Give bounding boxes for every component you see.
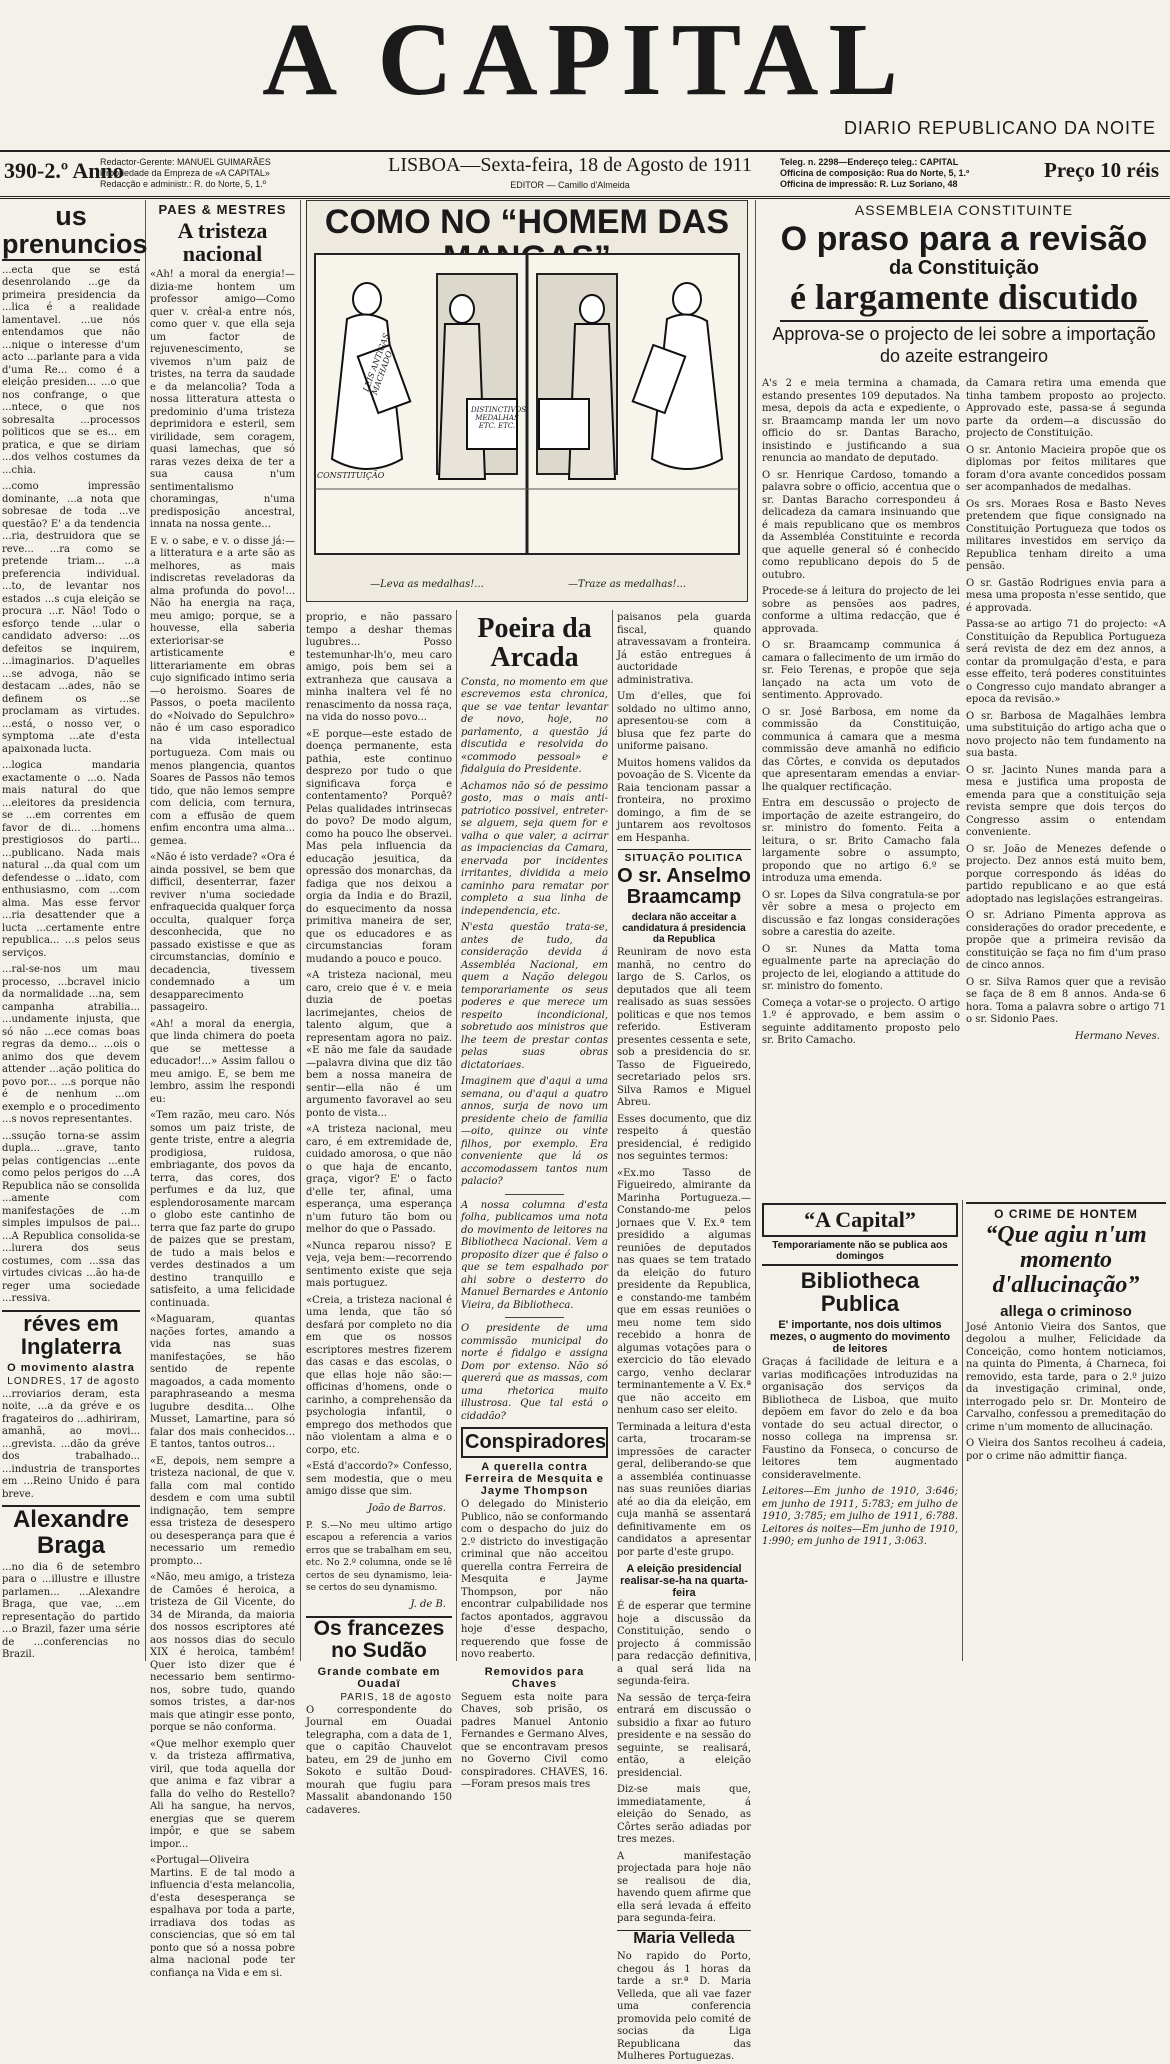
notice-text: Temporariamente não se publica aos domingos [772, 1240, 948, 1262]
signature: Hermano Neves. [1074, 1030, 1160, 1042]
headline-velleda: Maria Velleda [617, 1930, 751, 1948]
paragraph: Os srs. Moraes Rosa e Basto Neves pretendem que fique consignado na Constituição Portugueza que todos os militares investidos em serviço da Republica tenham direito a uma pensão. [966, 498, 1166, 572]
paragraph: N'esta questão trata-se, antes de tudo, da consideração devida á Assembléa Nacional, em quem a Nação delegou temporariamente os seus poderes e que merece um respeito incondicional, sobretudo aos ministros que lhe teem de prestar contas pelas suas obras dictatoriaes. [461, 922, 608, 1071]
paragraph: «Portugal—Oliveira Martins. E de tal modo a influencia d'esta melancolia, d'esta desesperança se espalhava por toda a parte, irradiava dos todas as consciencias, que só em tal ponto que só a nossa pobre alma nacional pode ter confiança na Vida e em si. [150, 1855, 295, 1979]
editor-line: Propriedade da Empreza de «A CAPITAL» [100, 168, 270, 178]
issue-number: 390-2.º Anno [4, 158, 124, 183]
headline-tristeza: A tristeza nacional [177, 218, 268, 267]
paragraph: ...logica mandaria exactamente o ...o. Nada mais natural do que ...eleitores da presidencia se ...em correntes em favor de di... ...homens prestigiosos do parti... ...publicano. Nada mais natural ...da qual com um defendesse o ...idato, com enthusiasmo, com ...com alma. Mas esse fervor ...ria desattender que a lucta ...certamente entre republica... ...s pelos seus serviços. [2, 760, 140, 959]
paragraph: proprio, e não passaro tempo a deshar themas lugubres... Posso testemunhar-lh'o, meu caro amigo, pois bem sei a extranheza que causava a minha inaltera vel fé no renascimento da nossa raça, na vida do nosso povo... [306, 612, 452, 723]
paragraph: O sr. Braamcamp communica á camara o fallecimento de um irmão do sr. Feio Terenas, e propõe que seja lançado na acta um voto de sentimento. Approvado. [762, 640, 960, 701]
column-7a [762, 1200, 958, 1663]
cartoon-illustration [307, 249, 747, 579]
contact-line: Officina de composição: Rua do Norte, 5, 1.º [780, 168, 970, 178]
editor-block [100, 157, 320, 190]
paragraph: «Ex.mo Tasso de Figueiredo, almirante da Marinha Portugueza.—Constando-me pelos jornaes que V. Ex.ª tem presidido a algumas reuniões de deputados nas quaes se tem tratado da eleição do futuro presidente da Republica, e constando-me também que em essas reuniões o meu nome tem sido recebido a honra de algumas votações para o exercicio do tão elevado cargo, venho declarar terminantemente a V. Ex.ª que não acceito em nenhum caso ser eleito. [617, 1167, 751, 1416]
contact-line: Officina de impressão: R. Luz Soriano, 48 [780, 179, 958, 189]
paragraph: Na sessão de terça-feira entrará em discussão o subsidio a fixar ao futuro presidente e na sessão do seguinte, se realisará, então, a eleição presidencial. [617, 1692, 751, 1779]
cartoon-label-figure: CONSTITUIÇÃO [317, 471, 385, 480]
paragraph: O sr. Lopes da Silva congratula-se por vêr sobre a mesa o projecto em discussão e faz longas considerações sobre a carestia do azeite. [762, 889, 960, 938]
paragraph: Seguem esta noite para Chaves, sob prisão, os padres Manuel Antonio Fernandes e Germano Alves, que se encontravam presos no Governo Civil como conspiradores. CHAVES, 16.—Foram presos mais tres [461, 1691, 608, 1791]
column-3 [306, 612, 452, 1816]
deck: allega o criminoso [1000, 1302, 1132, 1320]
cartoon [306, 200, 748, 602]
headline-constituicao: da Constituição [888, 256, 1039, 279]
cartoon-label-bag: DISTINCTIVOS MEDALHAS ETC. ETC. [471, 406, 526, 430]
paragraph: da Camara retira uma emenda que tinha tambem proposto ao projecto. Approvado este, passa-se á segunda parte da ordem—a discussão do projecto de Constituição. [966, 378, 1166, 439]
paragraph: «A tristeza nacional, meu caro, creio que é v. e meia duzia de poetas lacrimejantes, cheios de talento algum, que a representam agora no paiz. «E não me fale da saudade—palavra divina que diz tão bem a nossa maneira de sentir—ella não é um argumento favoravel ao seu ponto de vista... [306, 970, 452, 1119]
paragraph: ...ssução torna-se assim dupla... ...grave, tanto pelas contigencias ...ente como pelos perigos do ...A Republica não se consolida ...amente com manifestações de ...m simples impulsos de pai... ...A Republica consolida-se ...lurera dos seus costumes, com ...ssa das virtudes civicas ...ão ha-de reger uma sociedade ...ressiva. [2, 1130, 140, 1305]
signature: J. de B. [410, 1598, 446, 1610]
subheading: A querella contra Ferreira de Mesquita e Jayme Thompson [465, 1461, 604, 1498]
paragraph: «Tem razão, meu caro. Nós somos um paiz triste, de gente triste, entre a alegria prodigiosa, ruidosa, embriagante, dos povos da terra, das cores, dos perfumes e da luz, que esplendorosamente marcam o globo este cantinho de terra que faz parte do grupo de paizes que se prestam, de tudo a mais belos e verdes destinados a um destino tranquillo e satisfeito, a uma felicidade continuada. [150, 1110, 295, 1309]
headline-prenuncios: us prenuncios [2, 201, 148, 260]
price: Preço 10 réis [1044, 158, 1160, 182]
deck-azeite: Approva-se o projecto de lei sobre a importação do azeite estrangeiro [772, 324, 1156, 367]
headline-praso: O praso para a revisão [780, 220, 1148, 258]
divider [780, 320, 1148, 322]
paragraph: A manifestação projectada para hoje não se realisou de dia, havendo quem afirme que ella será levada á effeito para segunda-feira. [617, 1850, 751, 1924]
paragraph: «Não é isto verdade? «Ora é ainda possivel, se bem que difficil, desenterrar, fazer reviver n'uma sociedade enfraquecida qualquer força occulta, qualquer força desconhecida, que no passado existisse e que as circumstancias, domínio e decadencia, tivessem condemnado a um desapparecimento passageiro. [150, 852, 295, 1014]
column-rule [755, 200, 756, 1661]
paragraph: Entra em descussão o projecto de importação de azeite estrangeiro, do sr. ministro do fomento. Feita a leitura, o sr. Brito Camacho fala largamente sobre o assumpto, propondo que no artigo 6.º se introduza uma emenda. [762, 798, 960, 884]
divider [505, 1317, 564, 1318]
column-rule [962, 1200, 963, 1661]
paragraph: O sr. João de Menezes defende o projecto. Dez annos está muito bem, porque correspondo ás idéas do partido republicano e ao que está adoptado nas legislações estrangeiras. [966, 843, 1166, 905]
paragraph: «E porque—este estado de doença permanente, esta pathia, este continuo desprezo por tudo o que significava força e contentamento? Porquê? Pelas qualidades intrinsecas do povo? De modo algum, como ha pouco lhe observei. Mas pela influencia da educação jesuitica, da opressão dos monarchas, da fadiga que nos deixou a orgia da India e do Brazil, do esquecimento da nossa primitiva maneira de ser, que os educadores e as circumstancias foram mudando a pouco e pouco. [306, 728, 452, 965]
headline-discutido: é largamente discutido [790, 276, 1138, 317]
headline-braga: Alexandre Braga [2, 1505, 140, 1557]
paragraph: Procede-se á leitura do projecto de lei sobre as pensões aos padres, conforme a ultima redacção, que é approvada. [762, 586, 960, 635]
headline-bibliotheca: Bibliotheca Publica [762, 1264, 958, 1315]
column-rule [612, 610, 613, 1661]
masthead [0, 0, 1170, 150]
dateline-paris: PARIS, 18 de agosto [340, 1691, 452, 1703]
headline-allucinacao: “Que agiu n'um momento d'allucinação” [985, 1222, 1147, 1299]
column-5 [617, 612, 751, 2063]
cartoon-caption-left: —Leva as medalhas!... [370, 579, 484, 590]
paragraph: Terminada a leitura d'esta carta, trocaram-se impressões de caracter geral, deliberando-se que a assembléa continuasse nas suas reuniões diarias até ao dia da eleição, em cuja manhã se assentará definitivamente em os candidatos a apresentar por parte d'este grupo. [617, 1421, 751, 1558]
editor-line: Redacção e administr.: R. do Norte, 5, 1.º [100, 179, 266, 189]
paragraph: «Não, meu amigo, a tristeza de Camões é heroica, a tristeza de Gil Vicente, do 34 de Miranda, da maioria dos nossos escriptores até aos nossos dias do seculo XIX é heroica, também! Quer isto dizer que é necessario bem sentirmo-nos, sobre tudo, quando somos tristes, a dar-nos mais que atingir esse ponto, porque se não conforma. [150, 1572, 295, 1734]
column-7b [966, 1200, 1166, 1663]
headline-conspiradores: Conspiradores [461, 1427, 608, 1458]
column-6b [966, 378, 1166, 1193]
kicker-situacao: SITUAÇÃO POLITICA [617, 849, 751, 864]
dateline: LISBOA—Sexta-feira, 18 de Agosto de 1911 [388, 154, 752, 176]
paragraph: «Ah! a moral da energia!—dizia-me hontem um professor amigo—Como quer v. crêal-a entre nós, como quer v. que ella seja um factor de rejuvenescimento, se vivemos n'um paiz de tristes, na terra da saudade e da melancolia? Toda a nossa litteratura attesta o predominio d'uma tristeza deprimidora e esteril, sem virilidade, sem coragem, quasi lamechas, que só raras vezes deixa de ter a sua causa n'um sentimentalismo choramingas, n'uma predisposição ancestral, innata na nossa gente... [150, 269, 295, 531]
subheading: Grande combate em Ouadaï [317, 1665, 441, 1690]
paragraph: Leitores—Em junho de 1910, 3:646; em junho de 1911, 5:783; em julho de 1910, 3:785; em julho de 1911, 6:788. Leitores ás noites—Em junho de 1910, 1:990; em junho de 1911, 3:063. [762, 1486, 958, 1548]
headline-sudao: Os francezes no Sudão [306, 1616, 452, 1662]
paragraph: «Ah! a moral da energia, que linda chimera do poeta que se mettesse a educador!...» Assim fallou o meu amigo. E, se bem me lembro, assim lhe respondi eu: [150, 1018, 295, 1105]
paragraph: O sr. Jacinto Nunes manda para a mesa e justifica uma proposta de emenda para que a constituição seja revista sempre que dois terços do Congresso assim o entendam conveniente. [966, 764, 1166, 838]
paragraph: «Creia, a tristeza nacional é uma lenda, que tão só desfará por completo no dia em que os nossos escriptores mestres fizerem das casas e das escolas, o que ellas hoje não são:—officinas d'homens, onde o carinho, a comprehensão da psychologia infantil, o emprego dos methodos que não violentam a alma e o corpo, etc. [306, 1294, 452, 1456]
column-4 [461, 612, 608, 1791]
paragraph: O sr. Antonio Macieira propõe que os diplomas por feitos militares que foram d'ora avante concedidos possam ser acompanhados de medalhas. [966, 444, 1166, 493]
kicker-paes-mestres: PAES & MESTRES [158, 202, 287, 217]
cartoon-label-scroll: LEIS ANTIGAS MACHADO [361, 332, 395, 396]
paragraph: «Nunca reparou nisso? E veja, veja bem:—recorrendo sentimento existe que seja mais portuguez. [306, 1240, 452, 1289]
paragraph: Passa-se ao artigo 71 do projecto: «A Constituição da Republica Portugueza será revista de dez em dez annos, a contar da promulgação d'esta, e para esse effeito, terá poderes constituintes o Congresso cujo mandato abranger a epoca da revisão.» [966, 619, 1166, 705]
paragraph: Graças á facilidade de leitura e a varias modificações introduzidas na organisação dos serviços da Bibliotheca de Lisboa, que muito depõem em favor do zelo e da boa vontade do seu actual director, o nosso collega na imprensa sr. Faustino da Fonseca, o concurso de leitores tem augmentado consideravelmente. [762, 1357, 958, 1481]
headline-braamcamp: O sr. Anselmo Braamcamp [617, 865, 751, 908]
newspaper-title: A CAPITAL [262, 2, 908, 117]
paragraph: «E, depois, nem sempre a tristeza nacional, de que v. falla com mal contido desdem e com uma subtil indignação, tem sempre essa tristeza de desespero ou desesperança para que é necessario um remedio prompto... [150, 1455, 295, 1567]
column-6a [762, 378, 960, 1193]
cartoon-caption-right: —Traze as medalhas!... [567, 579, 687, 590]
paragraph: O sr. Silva Ramos quer que a revisão se faça de 8 em 8 annos. Anda-se 6 hora. Toma a palavra sobre o artigo 71 o sr. Sidonio Paes. [966, 976, 1166, 1025]
paragraph: Imaginem que d'aqui a uma semana, ou d'aqui a quatro annos, surja de novo um presidente cheio de familia—oito, quinze ou vinte filhos, por exemplo. Era conveniente que lá os accomodassem tantos num palacio? [461, 1076, 608, 1188]
paragraph: José Antonio Vieira dos Santos, que degolou a mulher, Felicidade da Conceição, como hontem noticiamos, na quinta do Pimenta, á Charneca, foi removido, esta tarde, para o 2.º juizo da investigação criminal, onde, interrogado pelo sr. Dr. Monteiro de Carvalho, confessou a premeditação do crime n'um momento de allucinação. [966, 1321, 1167, 1433]
paragraph: O sr. José Barbosa, em nome da commissão da Constituição, communica á camara que a mesma commissão deve amanhã no edificio das Côrtes, e convida os deputados que apresentaram emendas a enviar-lhe qualquer rectificação. [762, 706, 960, 793]
signature: João de Barros. [368, 1502, 446, 1514]
cartoon-headline: COMO NO “HOMEM DAS [324, 203, 730, 241]
deck: E' importante, nos dois ultimos mezes, o augmento do movimento de leitores [769, 1319, 951, 1356]
notice-title: “A Capital” [762, 1203, 958, 1237]
paragraph: O sr. Adriano Pimenta approva as considerações do orador precedente, e propõe que a primeira revisão da constituição se faça no fim d'um praso de cinco annos. [966, 910, 1166, 971]
headline-poeira: Poeira da Arcada [477, 613, 592, 674]
paragraph: A's 2 e meia termina a chamada, estando presentes 109 deputados. Na mesa, depois da acta e expediente, o sr. Braamcamp manda ler um novo officio do sr. Dantas Baracho, insistindo e justificando a sua renuncia ao mandato de deputado. [762, 378, 960, 464]
kicker-assembleia: ASSEMBLEIA CONSTITUINTE [854, 202, 1074, 218]
paragraph: paisanos pela guarda fiscal, quando atravessavam a fronteira. Já estão entregues á auctoridade administrativa. [617, 612, 751, 686]
paragraph: Começa a votar-se o projecto. O artigo 1.º é approvado, e bem assim o seguinte additamento proposto pelo sr. Brito Camacho. [762, 997, 960, 1046]
dateline-london: LONDRES, 17 de agosto [7, 1375, 140, 1387]
subheading-eleicao: A eleição presidencial realisar-se-ha na quarta-feira [620, 1563, 748, 1599]
editor-name: EDITOR — Camillo d'Almeida [510, 180, 630, 190]
assembleia-header [760, 200, 1168, 370]
newspaper-subtitle: DIARIO REPUBLICANO DA NOITE [843, 118, 1156, 138]
paragraph: «Está d'accordo?» Confesso, sem modestia, que o meu amigo disse que sim. [306, 1461, 452, 1497]
paragraph: Muitos homens validos da povoação de S. Vicente da Raia tencionam passar a fronteira, no proximo domingo, a fim de se juntarem aos revoltosos em Hespanha. [617, 757, 751, 844]
paragraph: O presidente de uma commissão municipal do norte é fidalgo e assigna Dom por extenso. Não só quererá que as massas, com uma rhetorica muito illustrosa. Que tal está o cidadão? [461, 1323, 608, 1422]
paragraph: ...ecta que se está desenrolando ...ge da primeira presidencia da ...lica é a realidade lamentavel. ...ue nós entendamos que não ...nique o interesse d'um acto ...parlante para a vida d'uma Re... como é a eleição presiden... ...o que nos confrange, o que ...ntece, o que nos sobresalta ...processos politicos que se es... em pratica, e que se diriam ...dos velhos costumes da ...chia. [2, 264, 140, 476]
paragraph: ...como impressão dominante, ...a nota que sobresae de toda ...ve questão? E' a da tendencia ...ria, destruidora que se reve... ...ra como se pretende triam... ...a preferencia individual. ...to, de levantar nos estados ...s cuja eleição se procura ...r. Não! Todo o esforço tende ...ular o candidato adverso: ...os defeitos se inquirem, ...imaginarios. D'aquelles ...se advoga, não se destacam ...ades, não se definem os ...se proclamam as virtudes. ...está, o nosso ver, o symptoma ...ate d'esta apaixonada lucta. [2, 481, 140, 755]
deck: declara não acceitar a candidatura á presidencia da Republica [622, 912, 746, 945]
paragraph: O sr. Nunes da Matta toma egualmente parte na apreciação do projecto de lei, elogiando a attitude do sr. ministro do fomento. [762, 943, 960, 992]
column-rule [456, 610, 457, 1661]
paragraph: Consta, no momento em que escrevemos esta chronica, que se vae tentar levantar de novo, hoje, no parlamento, a questão já discutida e resolvida do «commodo pessoal» e fidalguia do Presidente. [461, 676, 608, 776]
paragraph: ...rroviarios deram, esta noite, ...a da gréve e os fragateiros do ...adhiriram, amanhã, ao movi... ...grevista. ...dão da gréve dos trabalhado... ...industria de transportes em ...Reino Unido é para breve. [2, 1388, 140, 1500]
kicker-crime: O CRIME DE HONTEM [966, 1202, 1166, 1221]
contact-line: Teleg. n. 2298—Endereço teleg.: CAPITAL [780, 157, 959, 167]
paragraph: «Maguaram, quantas nações fortes, amando a vida nas suas manifestações, se hão sentido de repente magoados, a cada momento paraphraseando a mesma lugubre desdita... Olhe Musset, Lamartine, para só falar dos mais conhecidos... E tantos, tantos outros... [150, 1314, 295, 1451]
paragraph: Esses documento, que diz respeito á questão presidencial, é redigido nos seguintes termos: [617, 1113, 751, 1162]
paragraph: A nossa columna d'esta folha, publicamos uma nota do movimento de leitores na Bibliotheca Nacional. Vem a proposito dizer que é falso o que se tem espalhado por ahi sobre o desterro do Manuel Bernardes e Antonio Vieira, da Bibliotheca. [461, 1199, 608, 1311]
paragraph: Reuniram de novo esta manhã, no centro do largo de S. Carlos, os deputados que ali teem realisado as suas sessões politicas e que nos temos referido. Estiveram presentes cessenta e sete, sob a presidencia do sr. Tasso de Figueiredo, secretariado pelos srs. Silva Ramos e Miguel Abreu. [617, 947, 751, 1108]
paragraph: O correspondente do Journal em Ouadai telegrapha, com a data de 1, que o capitão Chauvelot bateu, em 29 de junho em Sokoto e sultão Doud-mourah que fugiu para Massalit abandonando 150 cadaveres. [306, 1704, 452, 1816]
divider [505, 1194, 564, 1195]
column-1 [2, 200, 148, 1663]
info-bar [0, 150, 1170, 199]
paragraph: O sr. Barbosa de Magalhães lembra uma substituição do artigo acha que o novo projecto não tem fundamento na sua basta. [966, 710, 1166, 759]
paragraph: O Vieira dos Santos recolheu á cadeia, por o crime não admittir fiança. [966, 1438, 1166, 1462]
paragraph: Um d'elles, que foi soldado no ultimo anno, apresentou-se com a blusa que fez parte do uniforme paisano. [617, 691, 751, 752]
paragraph: É de esperar que termine hoje a discussão da Constituição, sendo o projecto á commissão para redacção definitiva, a qual será lida na segunda-feira. [617, 1601, 751, 1687]
paragraph: No rapido do Porto, chegou ás 1 horas da tarde a sr.ª D. Maria Velleda, que ali vae fazer uma conferencia promovida pelo comité de socias da Liga Republicana das Mulheres Portuguezas. [617, 1951, 751, 2063]
column-2 [150, 200, 295, 1979]
paragraph: «A tristeza nacional, meu caro, é em extremidade de, cuidado amorosa, o que não o que haja de encanto, graça, vigor? E' o facto d'elle ter, afinal, uma esperança, uma esperança n'um futuro tão bom ou melhor do que o Passado. [306, 1124, 452, 1235]
paragraph: Achamos não só de pessimo gosto, mas o mais anti-patriotico possivel, entreter-se alguem, seja quem for e valha o que valer, a acirrar as impaciencias da Camara, enervada por incidentes irritantes, dividida a meio caminho para rematar por completo a sua linha de independencia, etc. [461, 780, 608, 917]
paragraph: E v. o sabe, e v. o disse já:—a litteratura e a arte são as melhores, as mais indiscretas reveladoras da alma profunda do povo!... Não ha energia na raça, meu amigo; porque, se a houvesse, ella saberia exteriorisar-se artisticamente e litterariamente em obras cujo significado intimo seria—o heroismo. Soares de Passos, o poeta macilento do «Noivado do Sepulchro» não é um caso esporadico na vida intellectual portugueza. Com mais ou menos plangencia, quantos Soares de Passos não temos tido, que não lemos sempre com delicia, com ternura, com a effusão de quem enfim encontra uma alma... gemea. [150, 535, 295, 847]
paragraph: Diz-se mais que, immediatamente, á eleição do Senado, as Côrtes serão adiadas por tres mezes. [617, 1784, 751, 1845]
contact-block [780, 157, 1040, 190]
paragraph: O delegado do Ministerio Publico, não se conformando com o despacho do juiz do 2.º districto do investigação criminal que não acceitou querella contra Ferreira de Mesquita e Jayme Thompson, por não encontrar culpabilidade nos factos apontados, aggravou hoje d'esse despacho, requerendo que fosse de novo reaberto. [461, 1499, 608, 1661]
paragraph: ...ral-se-nos um mau processo, ...bcravel inicio da normalidade ...na, sem campanha atrabilia... ...undamente injusta, que só não ...ece comas boas regras da demo... ...ois o animo dos que devem attender ...ação politica do povo por... ...s porque não é de nenhum ...om exemplo e o procedimento ...s novos representantes. [2, 964, 140, 1126]
column-rule [300, 200, 301, 1661]
paragraph: «Que melhor exemplo quer v. da tristeza affirmativa, viril, que toda aquella dor que anima e faz vibrar a falla do velho do Restello? Ali ha sangue, ha nervos, energias que se querem impôr, e que se sabem impor... [150, 1738, 295, 1850]
column-rule [145, 200, 146, 1661]
paragraph: O sr. Henrique Cardoso, tomando a palavra sobre o officio, accentua que o sr. Dantas Baracho correspondeu á delicadeza da camara insinuando que é mais republicano que os membros da Assembléa Constituinte e recorda que aquelle general só é conhecido como republicano depois do 5 de outubro. [762, 469, 960, 581]
headline-greves: réves em Inglaterra [2, 1310, 140, 1358]
paragraph: P. S.—No meu ultimo artigo escapou a referencia a varios erros que se trabalham em seu, etc. No 2.º columna, onde se lê certos de seu dynamismo, leia-se certos do seu dynamismo. [306, 1520, 452, 1593]
paragraph: O sr. Gastão Rodrigues envia para a mesa uma proposta n'esse sentido, que é approvada. [966, 577, 1166, 614]
paragraph: ...no dia 6 de setembro para o ...illustre e illustre parlamen... ...Alexandre Braga, que vae, ...em representação do partido ...o Brazil, fazer uma série de ...conferencias no Brazil. [2, 1561, 140, 1661]
subheading-chaves: Removidos para Chaves [484, 1665, 585, 1690]
subheading: O movimento alastra [7, 1361, 135, 1374]
editor-line: Redactor-Gerente: MANUEL GUIMARÃES [100, 157, 271, 167]
